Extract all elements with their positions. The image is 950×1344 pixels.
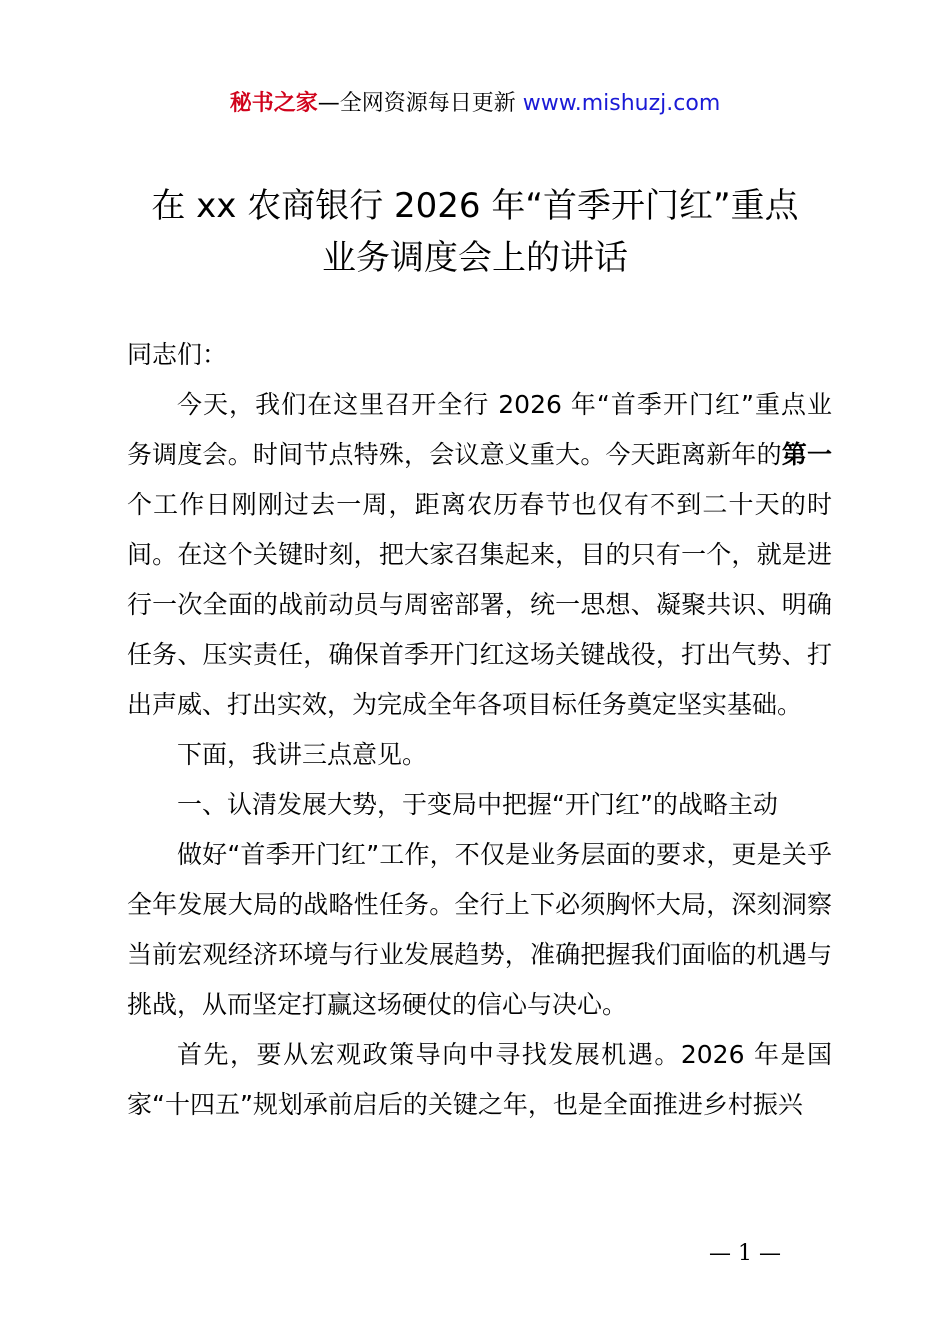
section-heading-1: 一、认清发展大势，于变局中把握“开门红”的战略主动 bbox=[177, 790, 778, 819]
paragraph-1-part-b: 个工作日刚刚过去一周，距离农历春节也仅有不到二十天的时间。在这个关键时刻，把大家召集起来，目的只有一个，就是进行一次全面的战前动员与周密部署，统一思想、凝聚共识、明确任务、压实责任，确保首季开门红这场关键战役，打出气势、打出声威、打出实效，为完成全年各项目标任务奠定坚实基础。 bbox=[127, 490, 832, 719]
page-number: — 1 — bbox=[709, 1241, 781, 1266]
paragraph-4: 首先，要从宏观政策导向中寻找发展机遇。2026 年是国家“十四五”规划承前启后的关键之年，也是全面推进乡村振兴 bbox=[127, 1040, 832, 1119]
paragraph-3: 做好“首季开门红”工作，不仅是业务层面的要求，更是关乎全年发展大局的战略性任务。全行上下必须胸怀大局，深刻洞察当前宏观经济环境与行业发展趋势，准确把握我们面临的机遇与挑战，从而坚定打赢这场硬仗的信心与决心。 bbox=[127, 840, 832, 1019]
title-line-2: 业务调度会上的讲话 bbox=[322, 238, 628, 278]
title-line-1: 在 xx 农商银行 2026 年“首季开门红”重点 bbox=[151, 186, 799, 226]
header-url[interactable]: www.mishuzj.com bbox=[522, 91, 721, 116]
paragraph-1-part-a: 今天，我们在这里召开全行 2026 年“首季开门红”重点业务调度会。时间节点特殊，会议意义重大。今天距离新年的 bbox=[127, 390, 832, 469]
paragraph-2: 下面，我讲三点意见。 bbox=[177, 740, 428, 769]
paragraph-1 bbox=[127, 380, 832, 730]
header-tagline: —全网资源每日更新 bbox=[317, 91, 523, 116]
paragraph-1-bold: 第一 bbox=[781, 440, 832, 469]
document-body bbox=[127, 330, 832, 1130]
brand-name: 秘书之家 bbox=[229, 91, 318, 116]
salutation: 同志们： bbox=[127, 340, 228, 369]
document-title bbox=[120, 180, 830, 284]
site-header bbox=[0, 88, 950, 120]
